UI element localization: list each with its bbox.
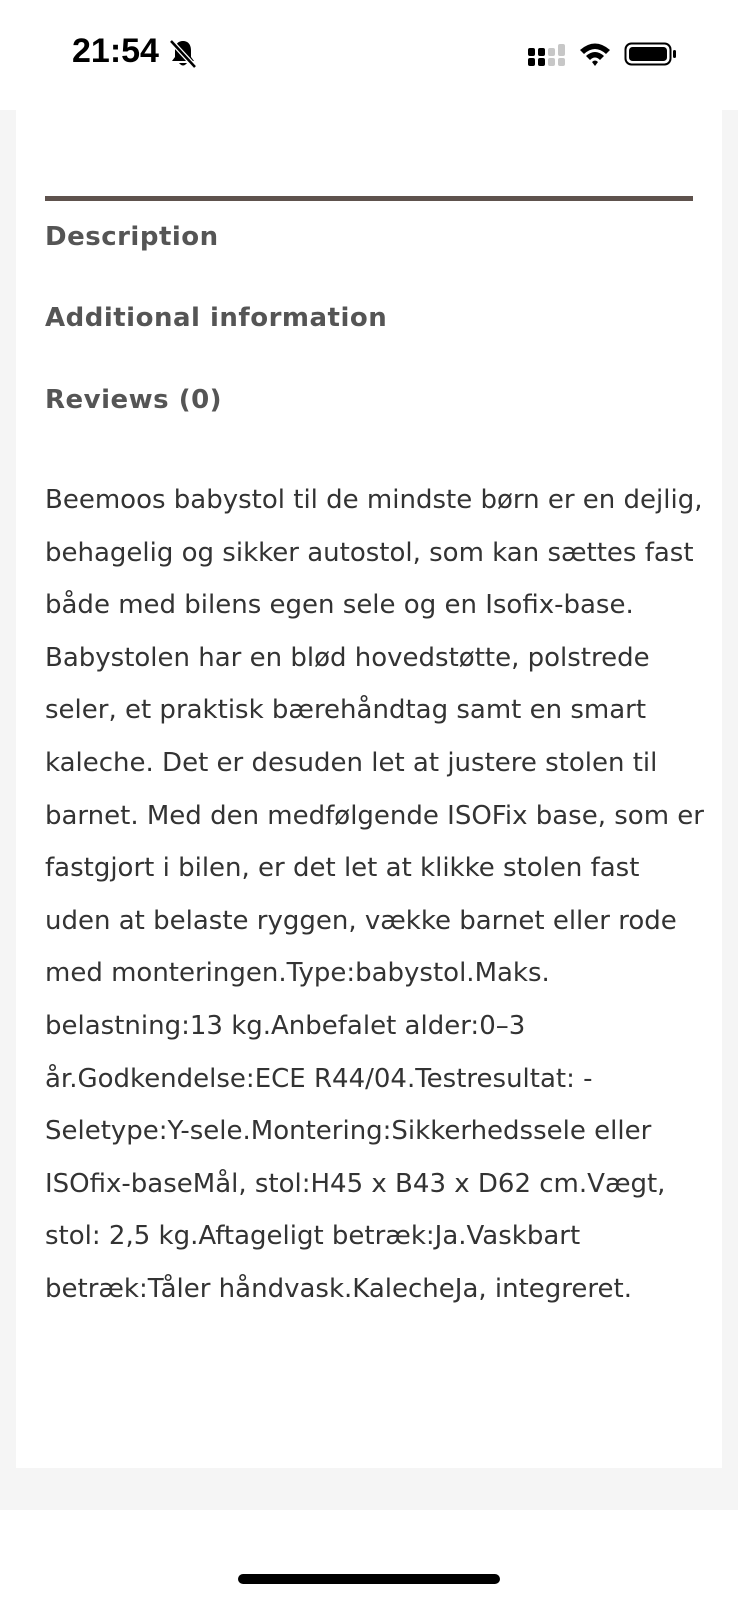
wifi-icon: [578, 40, 612, 68]
tab-reviews[interactable]: Reviews (0): [45, 385, 223, 415]
tab-description[interactable]: Description: [45, 222, 219, 252]
battery-icon: [624, 40, 678, 68]
product-description-text: Beemoos babystol til de mindste børn er en dejlig, behagelig og sikker autostol, som kan sættes fast både med bilens egen sele og en Isofix-base. Babystolen har en blød hovedstøtte, polstrede seler, et praktisk bærehåndtag samt en smart kaleche. Det er desuden let at justere stolen til barnet. Med den medfølgende ISOFix base, som er fastgjort i bilen, er det let at klikke stolen fast uden at belaste ryggen, vække barnet eller rode med monteringen.Type:babystol.Maks. belastning:13 kg.Anbefalet alder:0–3 år.Godkendelse:ECE R44/04.Testresultat: -Seletype:Y-sele.Montering:Sikkerhedssele eller ISOfix-baseMål, stol:H45 x B43 x D62 cm.Vægt, stol: 2,5 kg.Aftageligt betræk:Ja.Vaskbart betræk:Tåler håndvask.KalecheJa, integreret.: [45, 485, 704, 1304]
tab-additional-information[interactable]: Additional information: [45, 303, 388, 333]
status-bar: [0, 0, 738, 110]
tabs-divider: [45, 196, 693, 201]
home-indicator[interactable]: [238, 1574, 500, 1584]
status-time: 21:54: [72, 32, 159, 70]
bottom-safe-area: [0, 1510, 738, 1600]
cellular-signal-icon: [528, 42, 568, 70]
bell-slash-icon: [168, 38, 198, 70]
